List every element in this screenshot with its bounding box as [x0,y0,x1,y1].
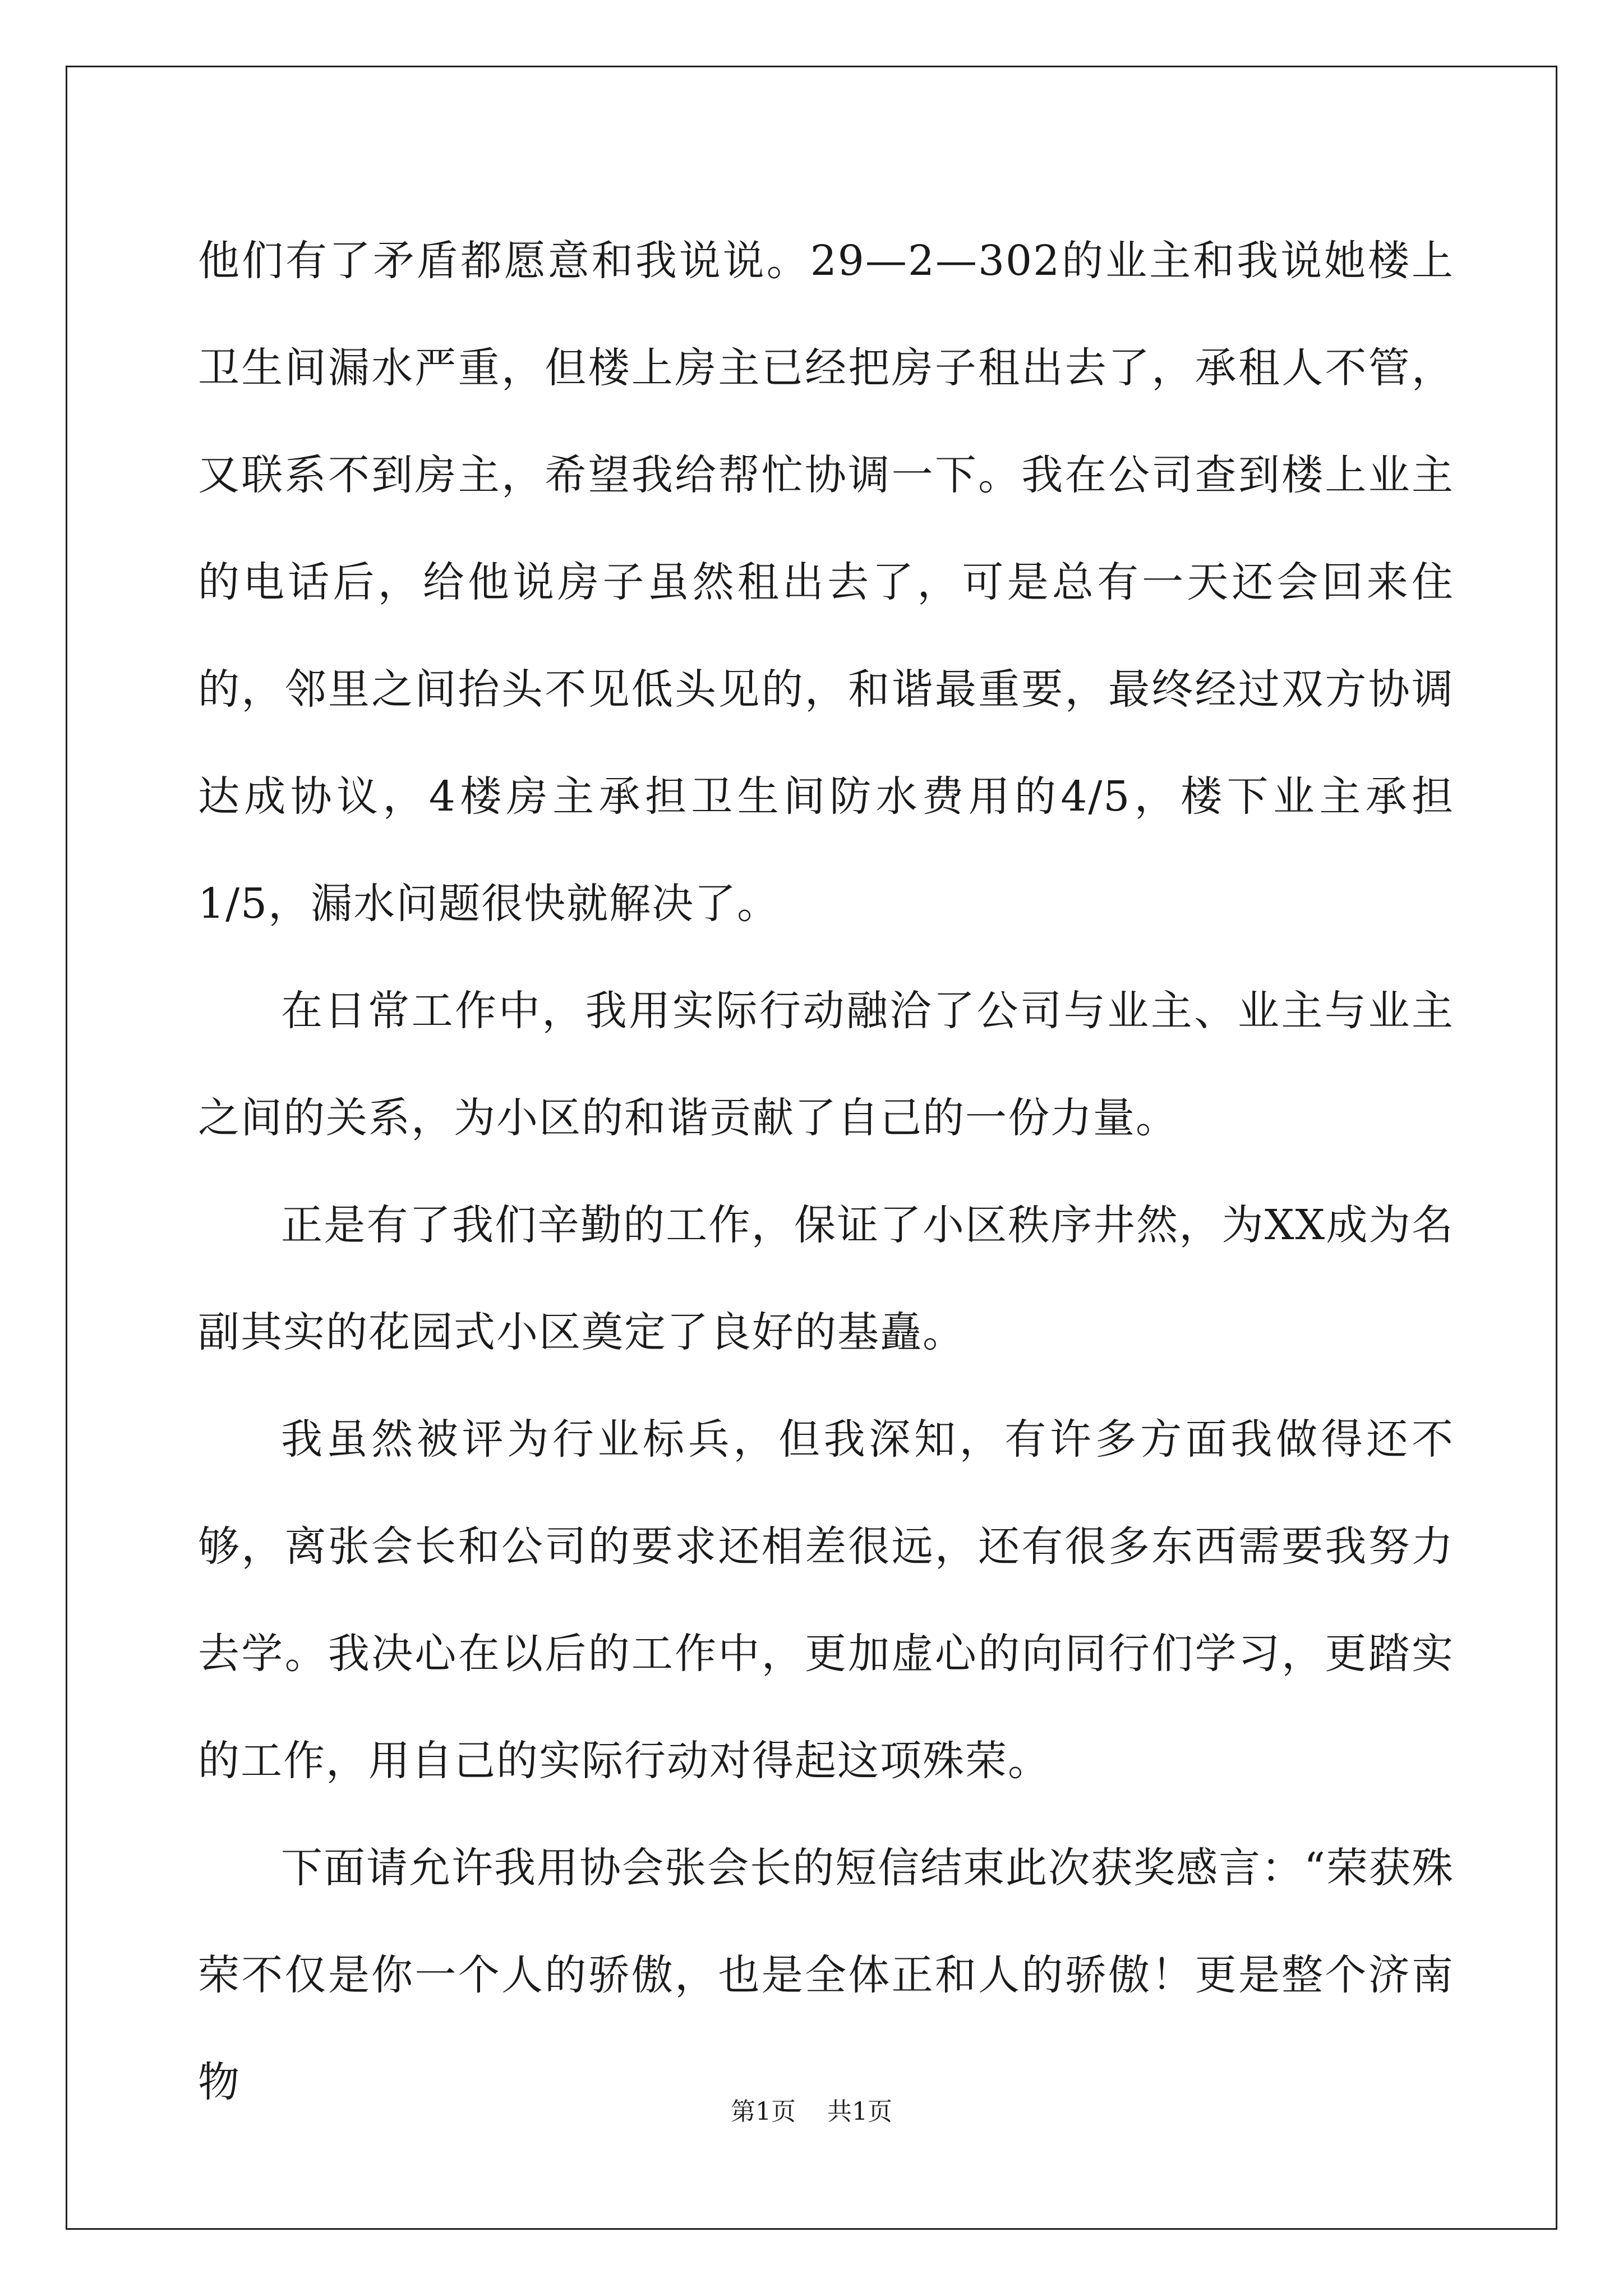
document-body [198,208,1454,2136]
paragraph-3: 正是有了我们辛勤的工作，保证了小区秩序井然，为XX成为名副其实的花园式小区奠定了良好的基矗。 [198,1201,1454,1356]
paragraph-5: 下面请允许我用协会张会长的短信结束此次获奖感言：“荣获殊荣不仅是你一个人的骄傲，也是全体正和人的骄傲！更是整个济南物 [198,1844,1454,2106]
paragraph-1: 他们有了矛盾都愿意和我说说。29—2—302的业主和我说她楼上卫生间漏水严重，但楼上房主已经把房子租出去了，承租人不管，又联系不到房主，希望我给帮忙协调一下。我在公司查到楼上业主的电话后，给他说房子虽然租出去了，可是总有一天还会回来住的，邻里之间抬头不见低头见的，和谐最重要，最终经过双方协调达成协议，4楼房主承担卫生间防水费用的4/5，楼下业主承担1/5，漏水问题很快就解决了。 [198,237,1454,928]
paragraph-4: 我虽然被评为行业标兵，但我深知，有许多方面我做得还不够，离张会长和公司的要求还相差很远，还有很多东西需要我努力去学。我决心在以后的工作中，更加虚心的向同行们学习，更踏实的工作，用自己的实际行动对得起这项殊荣。 [198,1415,1454,1785]
page-footer [0,2091,1623,2127]
paragraph-2: 在日常工作中，我用实际行动融洽了公司与业主、业主与业主之间的关系，为小区的和谐贡献了自己的一份力量。 [198,987,1454,1142]
page-number: 第1页 [731,2097,796,2126]
page-total: 共1页 [827,2097,892,2126]
